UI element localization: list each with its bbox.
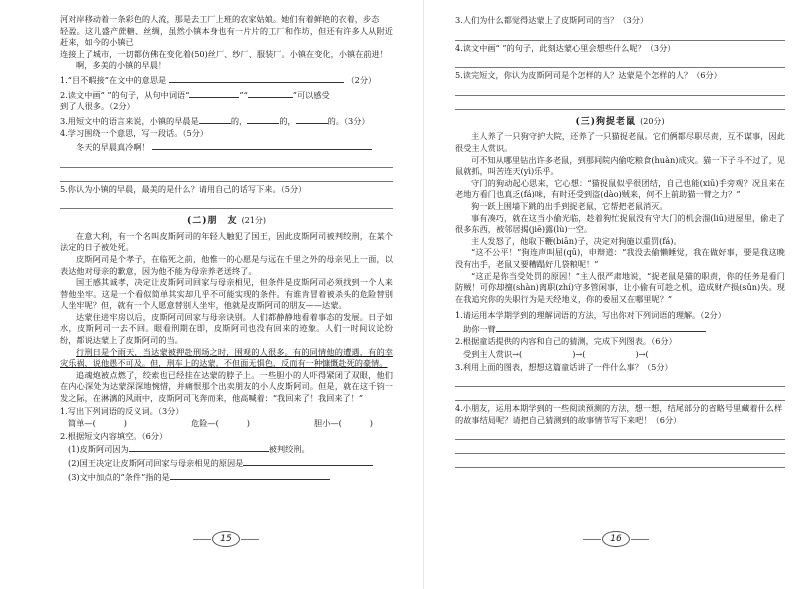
- fable-para-3: 守门的狗动起心思来，它心想：“猫捉鼠似乎很团结，自己也能(xiū)手旁观？况且来在老地方看门也真乏(fá)味，有时还受到盗(dào)贼来，何不上前助猫一臂之力？”: [455, 177, 785, 200]
- story-q2-b-text: (2)国王决定让皮斯阿司回家与母亲相见的原因是: [68, 458, 244, 468]
- q3-mid1: 的，: [230, 115, 248, 126]
- rq2-arrow-1: )→(: [572, 349, 586, 360]
- rq4b-answer-line-3[interactable]: [455, 457, 785, 468]
- passage-end-1: 河对岸移动着一条彩色的人流，那是去工厂上班的农家姑娘。她们有着鲜艳的衣着，步态: [60, 14, 380, 24]
- q2-line1: 2.读文中画“ ”的句子，从句中词语“: [60, 89, 190, 100]
- question-4: 4.学习围绕一个意思，写一段话。（5分）: [60, 128, 209, 139]
- antonym-3: [314, 417, 373, 430]
- antonym-3-blank[interactable]: [342, 417, 370, 426]
- rq2-blank-3[interactable]: [649, 348, 689, 357]
- antonym-2-blank[interactable]: [219, 417, 247, 426]
- q4-blank[interactable]: [152, 140, 372, 150]
- rq2-chain: [455, 348, 785, 361]
- q1-score: （2分）: [346, 74, 377, 85]
- right-story-question-1: 1.请运用本学期学到的理解词语的方法，写出你对下列词语的理解。（2分）: [455, 310, 726, 321]
- passage-close: 啊，多美的小镇的早晨！: [76, 60, 167, 71]
- rq2-blank-2[interactable]: [585, 348, 635, 357]
- question-1: [60, 73, 393, 87]
- q4-answer-line-2[interactable]: [60, 171, 393, 182]
- rq5-answer-line-2[interactable]: [455, 99, 785, 110]
- story-q2-c-blank[interactable]: [170, 470, 330, 480]
- rq1-word-text: 助你一臂: [463, 323, 496, 334]
- antonym-3-label: 胆小—(: [314, 418, 342, 429]
- right-question-4: 4.读文中画“ ”的句子，此刻达蒙心里会想些什么呢？（3分）: [455, 42, 676, 53]
- fable-para-1: 主人养了一只狗守护大院，还养了一只猫捉老鼠。它们俩都尽职尽责，互不谋事，因此很受主人赏识。: [455, 131, 785, 153]
- antonym-1-close: ): [123, 418, 127, 429]
- story-para-5: 行刑日是个雨天，当达蒙被押赴刑场之时，围观的人很多。有的同情他的遭遇，有的幸灾乐祸，说他愚不可及。但，刑车上的达蒙，不但面无惧色，反而有一种慷慨赴死的豪情。: [60, 346, 393, 369]
- rq4-answer-line[interactable]: [455, 57, 785, 68]
- antonym-row: [60, 417, 393, 430]
- section-3-title: [455, 116, 785, 129]
- right-story-question-3: 3.利用上面的图表，想想这篇童话讲了一件什么事？（5分）: [455, 361, 673, 372]
- right-story-question-4: 4.小朋友，运用本期学到的一些阅读预测的方法，想一想，结尾部分的省略号里藏着什么样的故事结局呢？请把自己猜测到的故事情节写下来吧！（6分）: [455, 403, 783, 425]
- left-page: [60, 14, 393, 554]
- q5-answer-line-1[interactable]: [60, 198, 393, 209]
- section-2-points: (21分): [241, 216, 267, 226]
- fable-para-4: 狗一跃上围墙下跳的出手到捉老鼠，它帮把老鼠消灭。: [471, 200, 668, 211]
- section-2-title: [60, 215, 393, 228]
- right-question-5: 5.读完短文，你认为皮斯阿司是个怎样的人？达蒙是个怎样的人？（6分）: [455, 70, 722, 81]
- story-q2-c: [60, 470, 393, 484]
- rq3b-answer-line-1[interactable]: [455, 376, 785, 387]
- q3-mid2: 的，: [279, 115, 296, 126]
- story-q2-b-blank[interactable]: [243, 456, 373, 466]
- story-para-2: 皮斯阿司是个孝子，在临死之前，他惟一的心愿是与远在千里之外的母亲见上一面，以表达他对母亲的歉意，因为他不能为母亲养老送终了。: [60, 253, 393, 276]
- question-2: [60, 88, 393, 102]
- story-para-1: 在意大利，有一个名叫皮斯阿司的年轻人触犯了国王，因此皮斯阿司被判绞刑，在某个法定的日子被处死。: [60, 230, 393, 253]
- rq4b-answer-line-1[interactable]: [455, 429, 785, 440]
- question-2-cont: 到了人很多。（2分）: [60, 101, 135, 112]
- rq2-arrow-2: )→(: [635, 349, 649, 360]
- rq3b-answer-line-2[interactable]: [455, 390, 785, 401]
- story-question-1: 1.写出下列词语的反义词。（3分）: [60, 405, 184, 416]
- q2-line1-end: ”可以感受: [292, 89, 330, 100]
- rq2-blank-1[interactable]: [522, 348, 572, 357]
- passage-end-3: 连接上了城市，一切都仿佛在变化着(50)丝厂、纱厂、服装厂。小镇在变化，小镇在前进！: [60, 48, 388, 59]
- rq1-word: [455, 322, 785, 336]
- fable-para-8: “这正是你当受处罚的原因！”主人很严肃地说，“捉老鼠是猫的职责，你的任务是看门防贼！可你却擅(shàn)离职(zhí)守多管闲事，让小偷有可趁之机，造成财产损(sǔn)失。现在我追究你的失职行为是天经地义，你的委屈又在哪里呢？”: [455, 270, 785, 304]
- question-4-prompt: [60, 140, 393, 154]
- fable-para-7: “这不公平！”狗连声叫屈(qū)，申辩道：“我没去偷懒睡觉，我在做好事，要是我这晚没有出手，老鼠又要糟蹋好几袋粮呢！”: [455, 247, 785, 269]
- q4-answer-line-1[interactable]: [60, 157, 393, 168]
- q1-text: 1.“目不暇接”在文中的意思是: [60, 74, 167, 85]
- rq4b-answer-line-2[interactable]: [455, 443, 785, 454]
- q3-end: 的。（3分）: [327, 115, 370, 126]
- antonym-1-label: 简单—(: [68, 418, 96, 429]
- antonym-1: [68, 417, 127, 430]
- q4-prompt-text: 冬天的早晨真冷啊！: [76, 141, 150, 152]
- question-5: 5.你认为小镇的早晨，最美的是什么？请用自己的话写下来。（5分）: [60, 183, 307, 194]
- rq3-answer-line[interactable]: [455, 30, 785, 41]
- story-q2-a-text: (1)皮斯阿司因为: [68, 444, 129, 455]
- page-number-left: 15: [212, 531, 240, 547]
- q3-blank-2[interactable]: [247, 114, 279, 124]
- right-question-3: 3.人们为什么都觉得达蒙上了皮斯阿司的当？（3分）: [455, 15, 649, 25]
- antonym-1-blank[interactable]: [96, 417, 124, 426]
- story-para-4: 达蒙住进牢房以后，皮斯阿司回家与母亲诀别。人们都静静地看着事态的发展。日子如水，皮斯阿司一去不回。眼看刑期在即，皮斯阿司也没有回来的迹象。人们一时间议论纷纷，都说达蒙上了皮斯阿司的当。: [60, 311, 393, 346]
- antonym-2-close: ): [246, 418, 250, 429]
- story-para-3: 国王感其诚孝，决定让皮斯阿司回家与母亲相见，但条件是皮斯阿司必须找到一个人来替他坐牢。这是一个看似简单其实却几乎不可能实现的条件。有谁肯冒着被杀头的危险替别人坐牢呢？但，就有一个人愿意替别人坐牢，他就是皮斯阿司的朋友——达蒙。: [60, 277, 393, 311]
- fable-para-6: 主人发怒了，他取下鞭(biān)子，决定对狗施以重罚(fá)。: [471, 235, 682, 246]
- q1-answer-blank[interactable]: [169, 73, 344, 83]
- story-q2-b: [60, 456, 393, 470]
- antonym-3-close: ): [369, 418, 373, 429]
- q2-blank-1[interactable]: [189, 88, 239, 98]
- q3-text: 3.用短文中的语言来说，小镇的早晨是: [60, 115, 199, 126]
- right-page: [455, 14, 785, 554]
- antonym-2-label: 危险—(: [191, 418, 219, 429]
- section-2-name: (二)朋 友: [186, 216, 238, 227]
- q3-blank-3[interactable]: [296, 114, 328, 124]
- q3-blank-1[interactable]: [199, 114, 231, 124]
- story-q2-c-text: (3)文中加点的“条件”指的是: [68, 471, 170, 482]
- passage-end-2: 轻盈。这儿盛产蔗糖、丝绸，虽然小镇本身也有一片片的工厂和作坊，但还有许多人从附近赶来，如今的小镇已: [60, 25, 393, 48]
- question-3: [60, 114, 393, 128]
- q2-sep: ”“: [239, 89, 248, 100]
- section-3-points: (20分): [640, 116, 665, 126]
- section-3-name: (三)狗捉老鼠: [575, 116, 636, 127]
- rq1-blank[interactable]: [496, 322, 706, 332]
- page-number-right: 16: [602, 531, 630, 547]
- story-question-2: 2.根据短文内容填空。（6分）: [60, 430, 168, 441]
- rq5-answer-line-1[interactable]: [455, 85, 785, 96]
- story-q2-a-blank[interactable]: [129, 442, 269, 452]
- antonym-2: [191, 417, 250, 430]
- story-q2-a-end: 被判绞刑。: [268, 444, 310, 455]
- spine-divider: [423, 0, 424, 589]
- q2-blank-2[interactable]: [248, 88, 293, 98]
- story-para-6: 追魂炮被点燃了，绞索也已经挂在达蒙的脖子上。一些胆小的人吓得紧闭了双眼，他们在内心深处为达蒙深深地惋惜，并痛恨那个出卖朋友的小人皮斯阿司。但是，就在这千钧一发之际，在淋漓的风雨中，皮斯阿司飞奔而来，他高喊着：“我回来了！我回来了！”: [60, 369, 393, 404]
- story-q2-a: [60, 442, 393, 456]
- right-story-question-2: 2.根据童话提供的内容和自己的猜测，完成下列图表。（6分）: [455, 336, 677, 347]
- fable-para-2: 可不知从哪里钻出许多老鼠，到那间院内偷吃粮食(huàn)成灾。猫一下子斗不过了，见鼠就抓，叫苦连天(yì)乐乎。: [455, 154, 785, 177]
- rq2-chain-start: 受到主人赏识→(: [463, 349, 523, 360]
- fable-para-5: 事有凑巧，就在这当小偷光临，趁着狗忙捉鼠没有守大门的机会溜(liū)进屋里，偷走了很多东西，被邻居揭(jiē)露(lù)一空。: [455, 212, 785, 235]
